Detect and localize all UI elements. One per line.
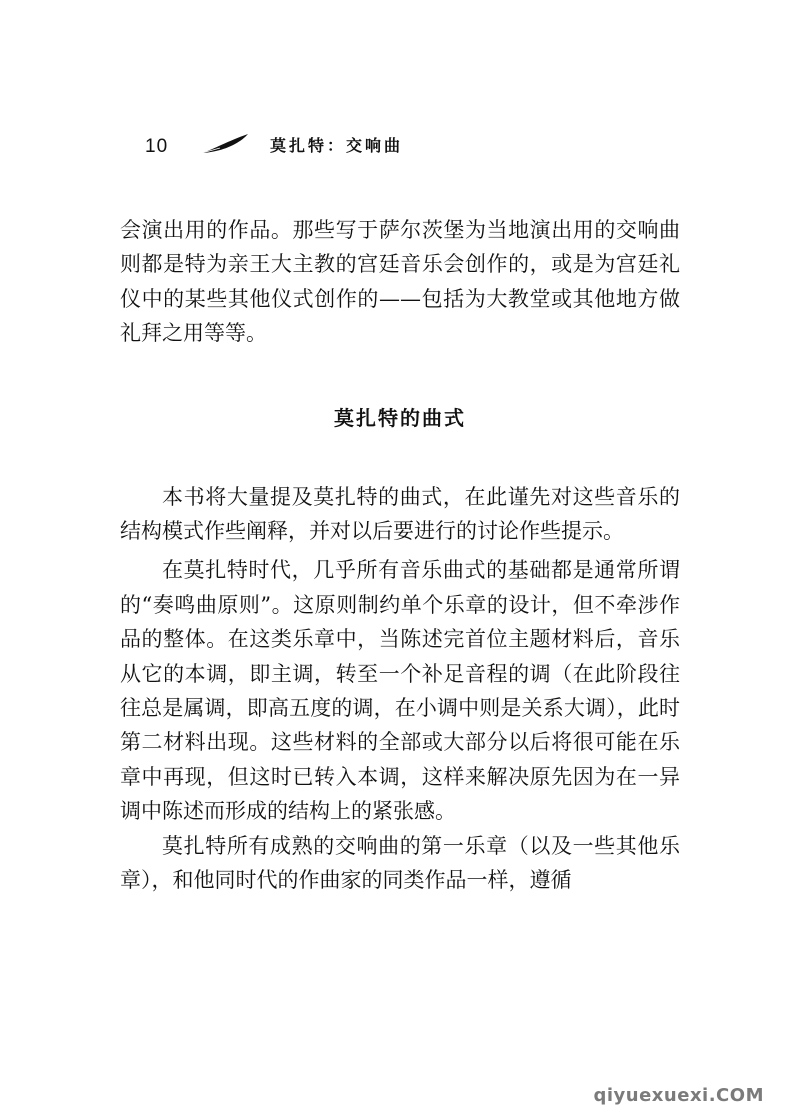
- page-body: [120, 213, 680, 898]
- running-title: 莫扎特：交响曲: [270, 136, 404, 155]
- paragraph-3: 莫扎特所有成熟的交响曲的第一乐章（以及一些其他乐章），和他同时代的作曲家的同类作品一样，遵循: [120, 833, 680, 893]
- page-number: 10: [145, 136, 169, 157]
- paragraph-2: 在莫扎特时代，几乎所有音乐曲式的基础都是通常所谓的“奏鸣曲原则”。这原则制约单个乐章的设计，但不牵涉作品的整体。在这类乐章中，当陈述完首位主题材料后，音乐从它的本调，即主调，转至一个补足音程的调（在此阶段往往总是属调，即高五度的调，在小调中则是关系大调），此时第二材料出现。这些材料的全部或大部分以后将很可能在乐章中再现，但这时已转入本调，这样来解决原先因为在一异调中陈述而形成的结构上的紧张感。: [120, 558, 680, 824]
- running-header: [145, 130, 665, 160]
- paragraph-1: 本书将大量提及莫扎特的曲式，在此谨先对这些音乐的结构模式作些阐释，并对以后要进行的讨论作些提示。: [120, 484, 680, 544]
- site-watermark: qiyuexuexi.COM: [593, 1085, 764, 1106]
- section-heading: 莫扎特的曲式: [334, 405, 466, 430]
- quill-pen-icon: [200, 132, 250, 156]
- paragraph-intro: 会演出用的作品。那些写于萨尔茨堡为当地演出用的交响曲则都是特为亲王大主教的宫廷音乐会创作的，或是为宫廷礼仪中的某些其他仪式创作的——包括为大教堂或其他地方做礼拜之用等等。: [120, 218, 680, 346]
